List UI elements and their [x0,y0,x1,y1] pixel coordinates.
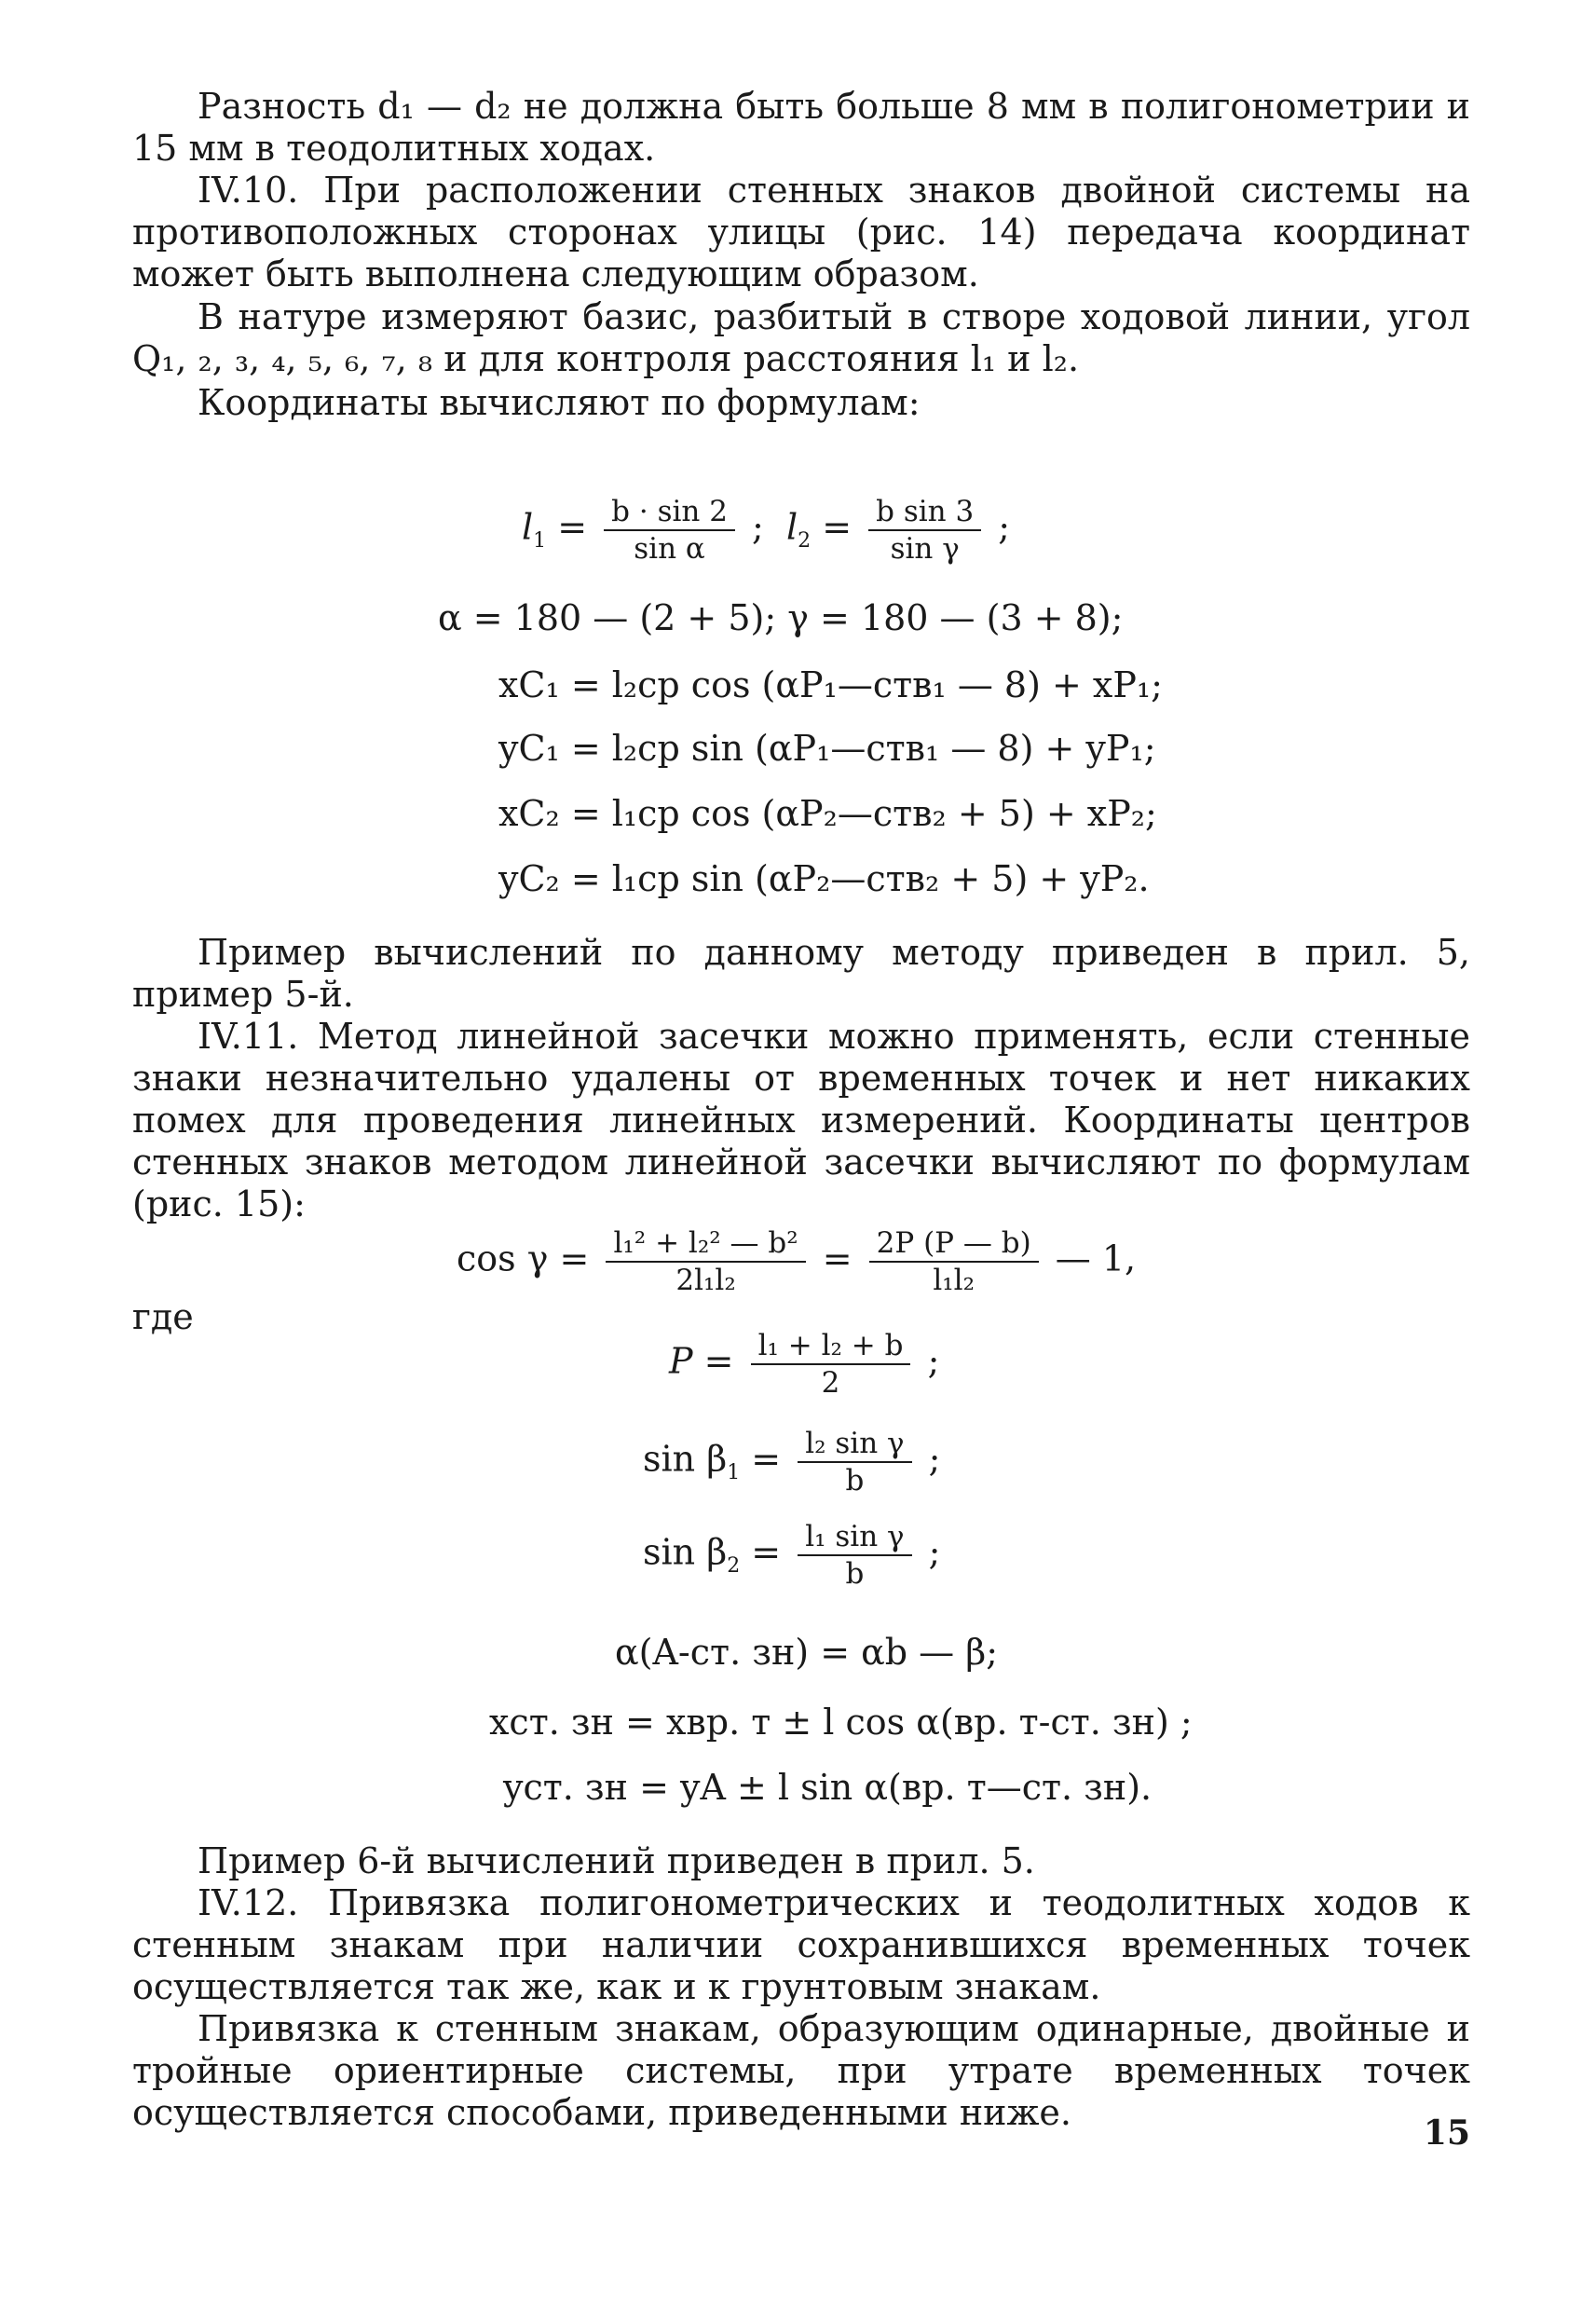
fraction-sin-beta1 [798,1426,911,1498]
fraction-l1 [604,494,735,567]
fraction-cos-1 [606,1225,805,1298]
paragraph-difference: Разность d₁ — d₂ не должна быть больше 8 мм в полигонометрии и 15 мм в теодолитных ходах. [132,86,1470,169]
fraction-denominator: b [845,1464,865,1497]
where-label: где [132,1296,194,1337]
formula-sin-beta1: $\sin \beta_1$ = $\frac{\text{l₂ sin γ}}{b}$ ; [643,1427,941,1497]
fraction-numerator: b · sin 2 [604,494,735,531]
fraction-p [751,1328,911,1401]
fraction-numerator: b sin 3 [868,494,981,531]
fraction-numerator: l₂ sin γ [798,1426,911,1463]
paragraph-iv11: IV.11. Метод линейной засечки можно применять, если стенные знаки незначительно удалены от временных точек и нет никаких помех для проведения линейных измерений. Координаты центров стенных знаков методом линейной засечки вычисляют по формулам (рис. 15): [132,1016,1470,1224]
fraction-denominator: sin γ [890,532,960,566]
paragraph-iv12: IV.12. Привязка полигонометрических и теодолитных ходов к стенным знакам при наличии сохранившихся временных точек осуществляется так же, как и к грунтовым знакам. [132,1882,1470,2007]
formula-alpha: α(A-ст. зн) = αb — β; [615,1632,999,1673]
fraction-sin-beta2 [798,1519,911,1592]
fraction-denominator: 2l₁l₂ [675,1264,736,1297]
fraction-numerator: l₁ sin γ [798,1519,911,1556]
paragraph-binding: Привязка к стенным знакам, образующим одинарные, двойные и тройные ориентирные системы, при утрате временных точек осуществляется способами, приведенными ниже. [132,2008,1470,2133]
formula-tail: — 1, [1055,1238,1137,1279]
formula-cos-gamma: cos γ = $\frac{\text{l₁² + l₂² — b²}}{\text{2l₁l₂}}$ = $\frac{2P (P — b)}{\text{l₁l₂}}$ — 1, [457,1226,1137,1297]
fraction-denominator: sin α [634,532,705,566]
paragraph-example6: Пример 6-й вычислений приведен в прил. 5. [198,1840,1035,1881]
page-number: 15 [1423,2113,1470,2153]
formula-xc1: xC₁ = l₂ср cos (αP₁—ств₁ — 8) + xP₁; [498,664,1163,705]
paragraph-formulas-intro: Координаты вычисляют по формулам: [198,382,921,423]
paragraph-nature: В натуре измеряют базис, разбитый в створе ходовой линии, угол Q₁, ₂, ₃, ₄, ₅, ₆, ₇, ₈ и для контроля расстояния l₁ и l₂. [132,296,1470,379]
formula-yc2: yC₂ = l₁ср sin (αP₂—ств₂ + 5) + yP₂. [498,858,1150,899]
formula-x-st: xст. зн = xвр. т ± l cos α(вр. т-ст. зн) ; [489,1702,1193,1743]
fraction-l2 [868,494,981,567]
fraction-denominator: l₁l₂ [933,1264,975,1297]
paragraph-iv10: IV.10. При расположении стенных знаков двойной системы на противоположных сторонах улицы (рис. 14) передача координат может быть выполнена следующим образом. [132,170,1470,294]
fraction-numerator: l₁ + l₂ + b [751,1328,911,1365]
formula-y-st: yст. зн = yA ± l sin α(вр. т—ст. зн). [503,1767,1153,1808]
fraction-denominator: 2 [821,1366,840,1400]
formula-yc1: yC₁ = l₂ср sin (αP₁—ств₁ — 8) + yP₁; [498,728,1156,769]
formula-xc2: xC₂ = l₁ср cos (αP₂—ств₂ + 5) + xP₂; [498,793,1157,834]
formula-l1-l2: $l_1$ = $\frac{b \cdot \sin 2}{\text{sin α}}$ ; $l_2$ = $\frac{\text{b sin 3}}{\text{sin γ}}$ ; [522,495,1011,566]
fraction-numerator: l₁² + l₂² — b² [606,1225,805,1263]
formula-p: P = $\frac{\text{l₁ + l₂ + b}}{2}$ ; [669,1329,940,1400]
fraction-cos-2 [869,1225,1039,1298]
fraction-numerator: 2P (P — b) [869,1225,1039,1263]
formula-angles: α = 180 — (2 + 5); γ = 180 — (3 + 8); [438,597,1124,638]
formula-sin-beta2: $\sin \beta_2$ = $\frac{\text{l₁ sin γ}}{b}$ ; [643,1520,941,1591]
paragraph-example5: Пример вычислений по данному методу приведен в прил. 5, пример 5-й. [132,932,1470,1015]
fraction-denominator: b [845,1557,865,1591]
